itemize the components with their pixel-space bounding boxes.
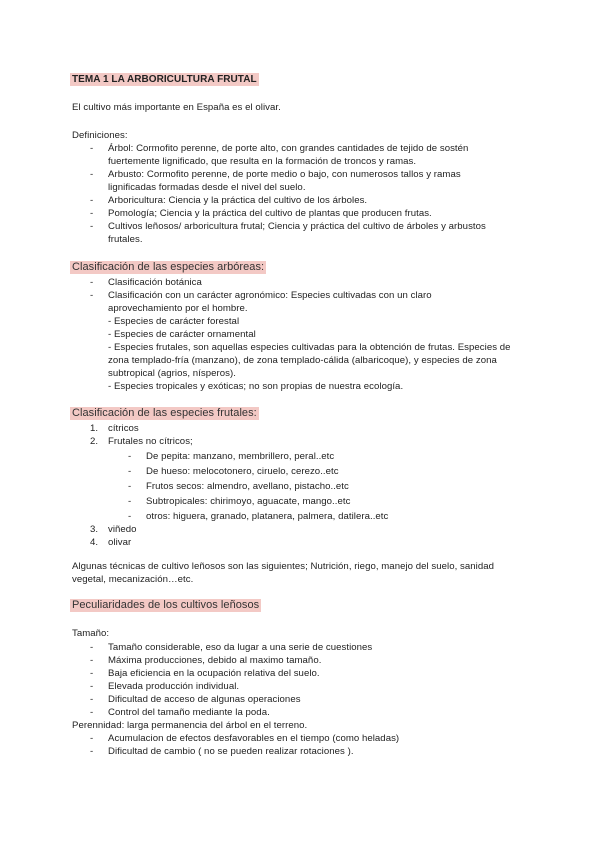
arboreas-item-cont: aprovechamiento por el hombre. bbox=[108, 303, 248, 314]
arboreas-subitem-cont: zona templado-fría (manzano), de zona templado-cálida (albaricoque), y especies de zona bbox=[108, 355, 497, 366]
frutales-subitem: Frutos secos: almendro, avellano, pistacho..etc bbox=[146, 481, 349, 492]
section-heading-peculiaridades: Peculiaridades de los cultivos leñosos bbox=[72, 599, 260, 611]
arboreas-subitem: - Especies de carácter ornamental bbox=[108, 329, 256, 340]
arboreas-subitem: - Especies tropicales y exóticas; no son propias de nuestra ecología. bbox=[108, 381, 404, 392]
arboreas-item: Clasificación botánica bbox=[108, 277, 202, 288]
bullet-dash: - bbox=[90, 208, 94, 219]
frutales-item: cítricos bbox=[108, 423, 139, 434]
bullet-dash: - bbox=[128, 451, 132, 462]
definition-item: Árbol: Cormofito perenne, de porte alto, con grandes cantidades de tejido de sostén bbox=[108, 143, 469, 154]
tamano-label: Tamaño: bbox=[72, 628, 110, 639]
frutales-subitem: De pepita: manzano, membrillero, peral..etc bbox=[146, 451, 335, 462]
perennidad-item: Acumulacion de efectos desfavorables en el tiempo (como heladas) bbox=[108, 733, 400, 744]
bullet-dash: - bbox=[90, 655, 94, 666]
definition-item: Cultivos leñosos/ arboricultura frutal; Ciencia y práctica del cultivo de árboles y arbustos bbox=[108, 221, 486, 232]
list-number: 2. bbox=[90, 436, 99, 447]
bullet-dash: - bbox=[90, 195, 94, 206]
arboreas-subitem: - Especies de carácter forestal bbox=[108, 316, 240, 327]
bullet-dash: - bbox=[90, 642, 94, 653]
definition-item-cont: fuertemente lignificado, que resulta en la formación de troncos y ramas. bbox=[108, 156, 417, 167]
bullet-dash: - bbox=[128, 466, 132, 477]
bullet-dash: - bbox=[90, 143, 94, 154]
frutales-subitem: De hueso: melocotonero, ciruelo, cerezo..etc bbox=[146, 466, 339, 477]
bullet-dash: - bbox=[90, 169, 94, 180]
definition-item: Arboricultura: Ciencia y la práctica del cultivo de los árboles. bbox=[108, 195, 368, 206]
document-title: TEMA 1 LA ARBORICULTURA FRUTAL bbox=[72, 74, 257, 85]
bullet-dash: - bbox=[90, 694, 94, 705]
definition-item: Pomología; Ciencia y la práctica del cultivo de plantas que producen frutas. bbox=[108, 208, 432, 219]
arboreas-item: Clasificación con un carácter agronómico: Especies cultivadas con un claro bbox=[108, 290, 432, 301]
bullet-dash: - bbox=[90, 668, 94, 679]
perennidad-label: Perennidad: larga permanencia del árbol en el terreno. bbox=[72, 720, 308, 731]
bullet-dash: - bbox=[128, 511, 132, 522]
list-number: 3. bbox=[90, 524, 99, 535]
bullet-dash: - bbox=[90, 733, 94, 744]
bullet-dash: - bbox=[128, 481, 132, 492]
tamano-item: Máxima producciones, debido al maximo tamaño. bbox=[108, 655, 322, 666]
list-number: 1. bbox=[90, 423, 99, 434]
definition-item-cont: lignificadas formadas desde el nivel del suelo. bbox=[108, 182, 306, 193]
arboreas-subitem: - Especies frutales, son aquellas especies cultivadas para la obtención de frutas. Especies de bbox=[108, 342, 511, 353]
definition-item-cont: frutales. bbox=[108, 234, 143, 245]
bullet-dash: - bbox=[90, 707, 94, 718]
bullet-dash: - bbox=[128, 496, 132, 507]
arboreas-subitem-cont: subtropical (agrios, nísperos). bbox=[108, 368, 236, 379]
bullet-dash: - bbox=[90, 746, 94, 757]
perennidad-item: Dificultad de cambio ( no se pueden realizar rotaciones ). bbox=[108, 746, 354, 757]
definition-item: Arbusto: Cormofito perenne, de porte medio o bajo, con numerosos tallos y ramas bbox=[108, 169, 461, 180]
frutales-subitem: Subtropicales: chirimoyo, aguacate, mango..etc bbox=[146, 496, 351, 507]
tamano-item: Dificultad de acceso de algunas operaciones bbox=[108, 694, 301, 705]
section-heading-arboreas: Clasificación de las especies arbóreas: bbox=[72, 261, 265, 273]
bullet-dash: - bbox=[90, 277, 94, 288]
tamano-item: Tamaño considerable, eso da lugar a una serie de cuestiones bbox=[108, 642, 373, 653]
frutales-subitem: otros: higuera, granado, platanera, palmera, datilera..etc bbox=[146, 511, 389, 522]
bullet-dash: - bbox=[90, 290, 94, 301]
frutales-item: Frutales no cítricos; bbox=[108, 436, 193, 447]
section-heading-frutales: Clasificación de las especies frutales: bbox=[72, 407, 257, 419]
list-number: 4. bbox=[90, 537, 99, 548]
tecnicas-text-cont: vegetal, mecanización…etc. bbox=[72, 574, 194, 585]
intro-text: El cultivo más importante en España es el olivar. bbox=[72, 102, 281, 113]
frutales-item: olivar bbox=[108, 537, 132, 548]
frutales-item: viñedo bbox=[108, 524, 137, 535]
bullet-dash: - bbox=[90, 681, 94, 692]
tamano-item: Control del tamaño mediante la poda. bbox=[108, 707, 270, 718]
tamano-item: Elevada producción individual. bbox=[108, 681, 240, 692]
bullet-dash: - bbox=[90, 221, 94, 232]
tecnicas-text: Algunas técnicas de cultivo leñosos son las siguientes; Nutrición, riego, manejo del suelo, sanidad bbox=[72, 561, 494, 572]
definitions-label: Definiciones: bbox=[72, 130, 128, 141]
tamano-item: Baja eficiencia en la ocupación relativa del suelo. bbox=[108, 668, 320, 679]
